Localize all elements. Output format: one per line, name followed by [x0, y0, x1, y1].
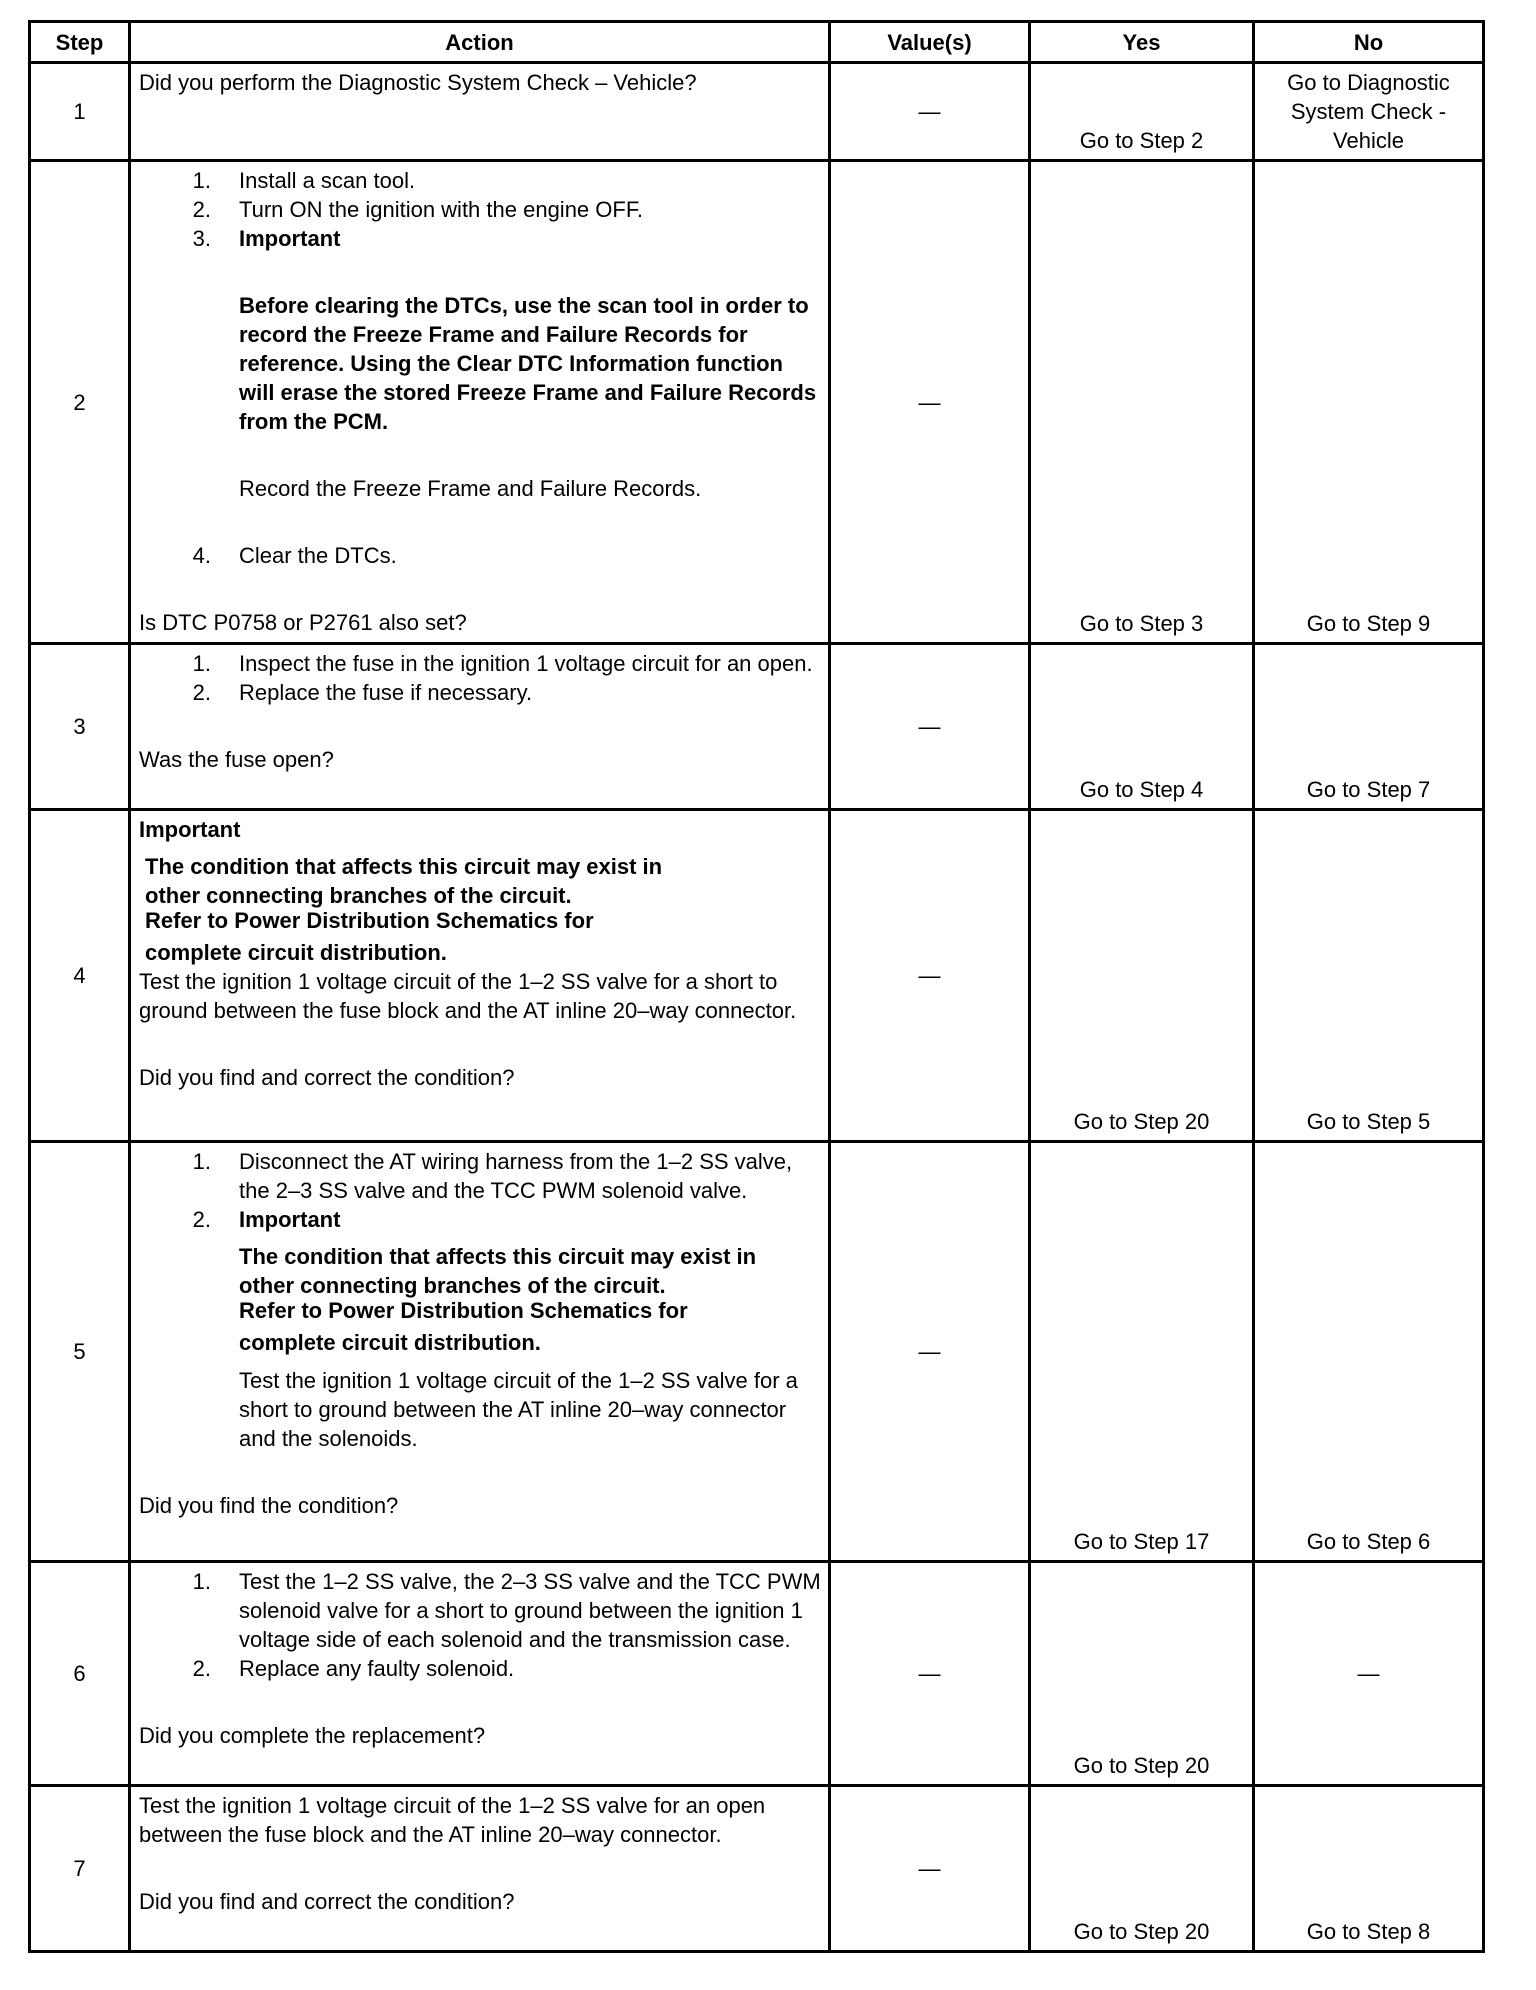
yes-link[interactable]: Go to Step 2 [1030, 63, 1254, 161]
table-row [30, 1142, 1484, 1562]
table-row [30, 810, 1484, 1142]
step-number: 5 [30, 1142, 130, 1562]
important-note: The condition that affects this circuit may exist in other connecting branches of the circuit. [239, 1244, 757, 1298]
action-cell [130, 644, 830, 810]
value-cell: — [830, 63, 1030, 161]
list-item: 1. Install a scan tool. [192, 168, 416, 193]
table-row [30, 1562, 1484, 1786]
list-item: 1. Inspect the fuse in the ignition 1 voltage circuit for an open. [192, 651, 813, 676]
list-item: 2. Turn ON the ignition with the engine OFF. [192, 197, 643, 222]
action-cell [130, 1562, 830, 1786]
header-step: Step [30, 22, 130, 63]
action-question: Did you find and correct the condition? [139, 1065, 515, 1090]
list-item: 1. Disconnect the AT wiring harness from the 1–2 SS valve, the 2–3 SS valve and the TCC PWM solenoid valve. [192, 1149, 793, 1203]
no-link[interactable]: Go to Step 7 [1254, 644, 1484, 810]
important-note: The condition that affects this circuit may exist in other connecting branches of the circuit. [145, 854, 663, 908]
action-cell [130, 1786, 830, 1952]
action-question: Was the fuse open? [139, 747, 334, 772]
important-note: Refer to Power Distribution Schematics for [145, 908, 594, 933]
value-cell: — [830, 1142, 1030, 1562]
action-cell [130, 63, 830, 161]
action-cell [130, 1142, 830, 1562]
yes-link[interactable]: Go to Step 20 [1030, 810, 1254, 1142]
list-item: 2. Replace any faulty solenoid. [192, 1656, 515, 1681]
list-item: 1. Test the 1–2 SS valve, the 2–3 SS valve and the TCC PWM solenoid valve for a short to ground between the ignition 1 voltage side of each solenoid and the transmission case. [192, 1569, 821, 1652]
value-cell: — [830, 1786, 1030, 1952]
value-cell: — [830, 810, 1030, 1142]
yes-link[interactable]: Go to Step 4 [1030, 644, 1254, 810]
action-text: Test the ignition 1 voltage circuit of the 1–2 SS valve for a short to ground between the fuse block and the AT inline 20–way connector. [139, 969, 797, 1023]
step-note: Record the Freeze Frame and Failure Records. [239, 476, 702, 501]
value-cell: — [830, 161, 1030, 644]
action-question: Did you find and correct the condition? [139, 1889, 515, 1914]
step-number: 4 [30, 810, 130, 1142]
step-number: 1 [30, 63, 130, 161]
action-question: Did you find the condition? [139, 1493, 399, 1518]
list-item: 2. Replace the fuse if necessary. [192, 680, 533, 705]
header-action: Action [130, 22, 830, 63]
no-link[interactable]: Go to Step 6 [1254, 1142, 1484, 1562]
important-note: Before clearing the DTCs, use the scan tool in order to record the Freeze Frame and Failure Records for reference. Using the Clear DTC Information function will erase the stored Freeze Frame and Failure Records from the PCM. [239, 293, 817, 434]
value-cell: — [830, 1562, 1030, 1786]
step-number: 2 [30, 161, 130, 644]
action-text: Test the ignition 1 voltage circuit of the 1–2 SS valve for a short to ground between the AT inline 20–way connector and the solenoids. [239, 1368, 798, 1451]
list-item: 2. Important [192, 1207, 341, 1232]
action-question: Is DTC P0758 or P2761 also set? [139, 610, 467, 635]
header-no: No [1254, 22, 1484, 63]
yes-link[interactable]: Go to Step 20 [1030, 1562, 1254, 1786]
action-cell [130, 161, 830, 644]
no-link[interactable]: Go to Step 8 [1254, 1786, 1484, 1952]
header-values: Value(s) [830, 22, 1030, 63]
list-item: 3. Important [192, 226, 341, 251]
important-note: complete circuit distribution. [239, 1330, 541, 1355]
action-text: Test the ignition 1 voltage circuit of the 1–2 SS valve for an open between the fuse block and the AT inline 20–way connector. [139, 1793, 766, 1847]
important-note: Refer to Power Distribution Schematics for [239, 1298, 688, 1323]
no-value: — [1254, 1562, 1484, 1786]
yes-link[interactable]: Go to Step 20 [1030, 1786, 1254, 1952]
action-question: Did you perform the Diagnostic System Check – Vehicle? [139, 70, 697, 95]
list-item: 4. Clear the DTCs. [192, 543, 397, 568]
action-cell [130, 810, 830, 1142]
yes-link[interactable]: Go to Step 3 [1030, 161, 1254, 644]
table-row [30, 1786, 1484, 1952]
no-link[interactable]: Go to Step 9 [1254, 161, 1484, 644]
step-number: 3 [30, 644, 130, 810]
no-link[interactable]: Go to Step 5 [1254, 810, 1484, 1142]
step-number: 6 [30, 1562, 130, 1786]
table-row [30, 644, 1484, 810]
no-link[interactable]: Go to Diagnostic System Check - Vehicle [1254, 63, 1484, 161]
header-row [30, 22, 1484, 63]
table-row [30, 161, 1484, 644]
yes-link[interactable]: Go to Step 17 [1030, 1142, 1254, 1562]
action-question: Did you complete the replacement? [139, 1723, 486, 1748]
value-cell: — [830, 644, 1030, 810]
step-number: 7 [30, 1786, 130, 1952]
diagnostic-table [28, 20, 1485, 1953]
important-note: complete circuit distribution. [145, 940, 447, 965]
table-row [30, 63, 1484, 161]
header-yes: Yes [1030, 22, 1254, 63]
important-label: Important [139, 817, 241, 842]
